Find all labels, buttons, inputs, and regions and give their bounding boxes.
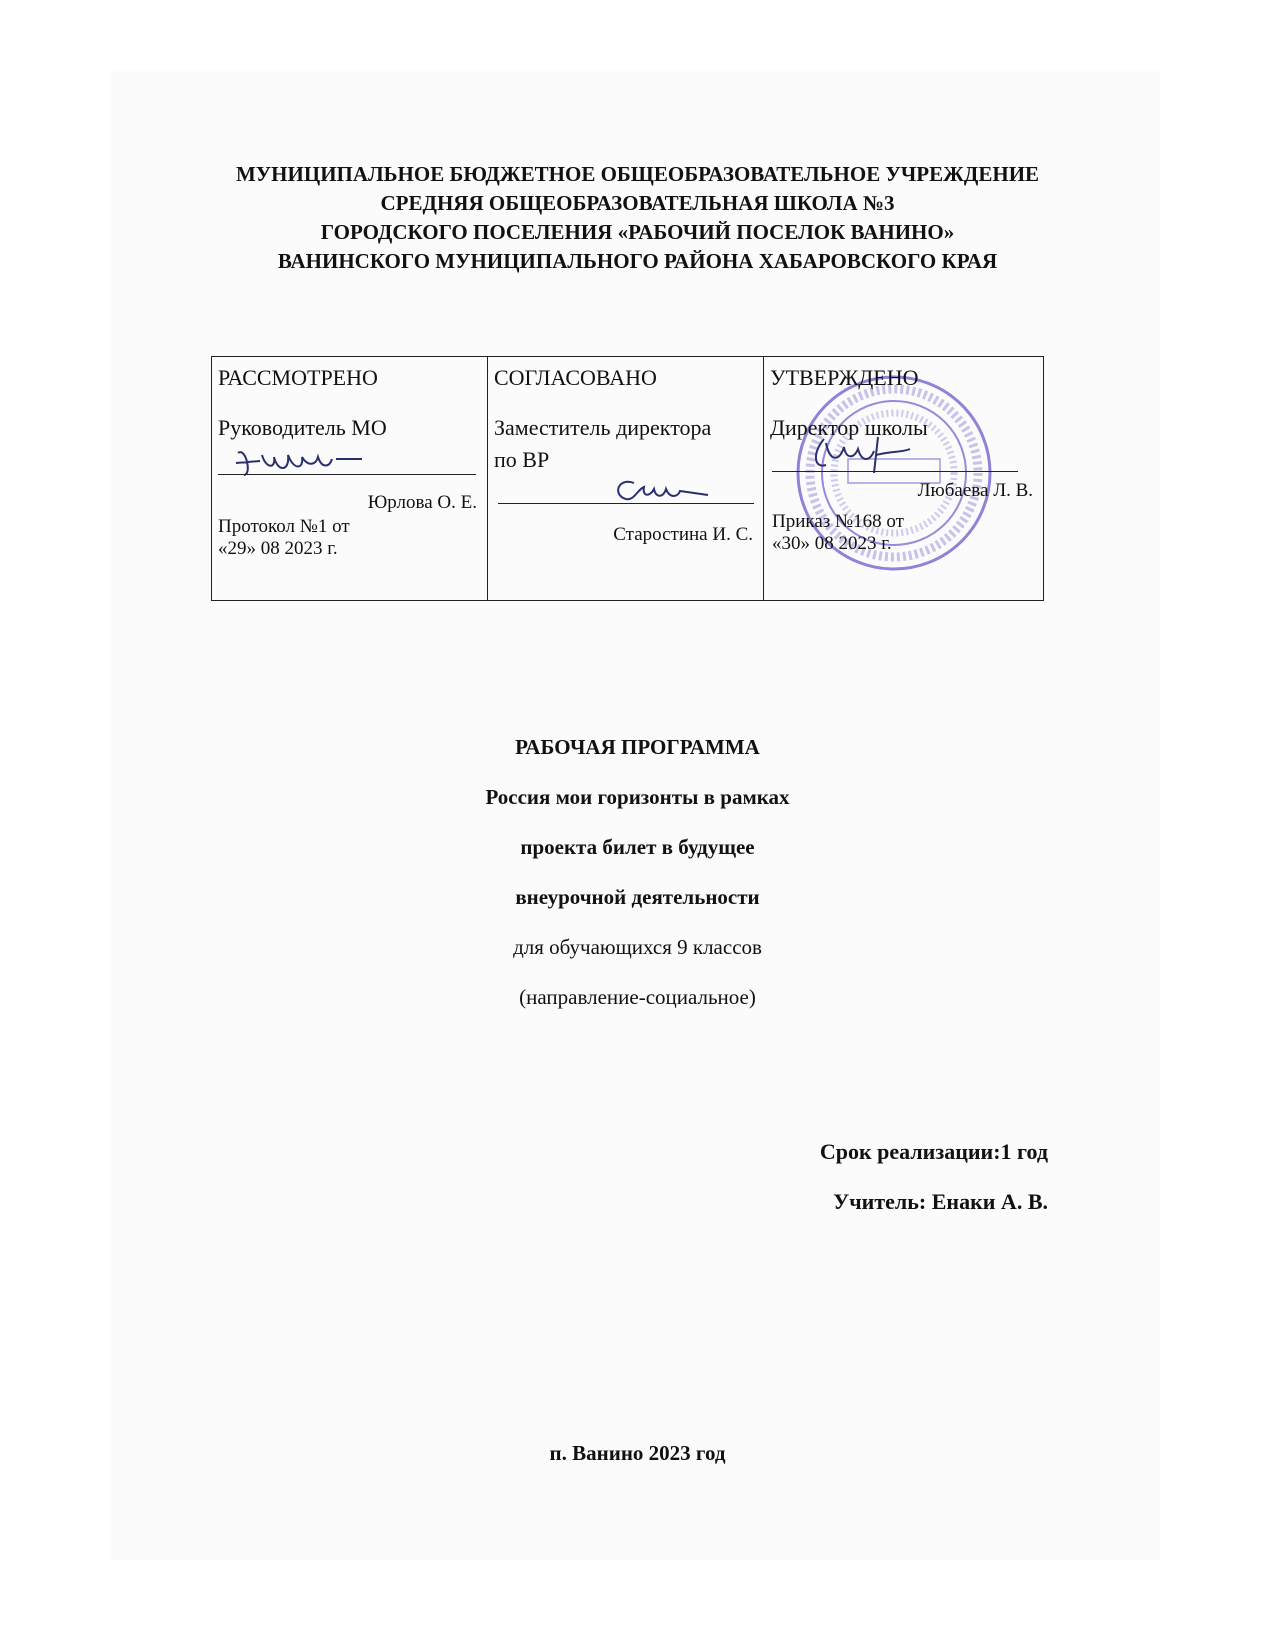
considered-signature-line [218, 474, 476, 475]
agreed-role-1: Заместитель директора [494, 415, 712, 440]
approved-heading: УТВЕРЖДЕНО [770, 365, 919, 390]
signature-yurlova [232, 445, 372, 481]
document-page [110, 70, 1160, 1560]
approved-cell [764, 357, 1043, 600]
agreed-name: Старостина И. С. [613, 524, 753, 545]
place-year: п. Ванино 2023 год [549, 1441, 726, 1465]
considered-protocol-2: «29» 08 2023 г. [218, 538, 338, 559]
agreed-heading: СОГЛАСОВАНО [494, 365, 657, 390]
program-audience: для обучающихся 9 классов [513, 935, 762, 959]
header-line-4: ВАНИНСКОГО МУНИЦИПАЛЬНОГО РАЙОНА ХАБАРОВСКОГО КРАЯ [277, 249, 998, 273]
program-line-2: проекта билет в будущее [520, 835, 755, 859]
agreed-role-2: по ВР [494, 447, 550, 472]
approved-order-1: Приказ №168 от [772, 511, 904, 532]
program-line-1: Россия мои горизонты в рамках [485, 785, 790, 809]
approved-order-2: «30» 08 2023 г. [772, 533, 892, 554]
program-title: РАБОЧАЯ ПРОГРАММА [515, 735, 760, 759]
considered-role: Руководитель МО [218, 415, 387, 440]
approved-signature-line [772, 471, 1018, 472]
program-info [820, 1127, 1048, 1227]
approved-name: Любаева Л. В. [917, 480, 1033, 501]
program-direction: (направление-социальное) [519, 985, 756, 1009]
header-line-1: МУНИЦИПАЛЬНОЕ БЮДЖЕТНОЕ ОБЩЕОБРАЗОВАТЕЛЬНОЕ УЧРЕЖДЕНИЕ [235, 162, 1040, 186]
program-line-3: внеурочной деятельности [515, 885, 760, 909]
agreed-cell [488, 357, 764, 600]
approved-role: Директор школы [770, 415, 928, 440]
approval-table [211, 356, 1044, 601]
implementation-term: Срок реализации:1 год [819, 1139, 1048, 1164]
header-line-2: СРЕДНЯЯ ОБЩЕОБРАЗОВАТЕЛЬНАЯ ШКОЛА №3 [380, 191, 895, 215]
considered-protocol-1: Протокол №1 от [218, 516, 350, 537]
institution-header [0, 160, 1275, 276]
header-line-3: ГОРОДСКОГО ПОСЕЛЕНИЯ «РАБОЧИЙ ПОСЕЛОК ВАНИНО» [320, 220, 955, 244]
considered-cell [212, 357, 488, 600]
agreed-signature-line [498, 503, 754, 504]
considered-name: Юрлова О. Е. [367, 492, 477, 513]
considered-heading: РАССМОТРЕНО [218, 365, 378, 390]
teacher-name: Учитель: Енаки А. В. [833, 1189, 1048, 1214]
